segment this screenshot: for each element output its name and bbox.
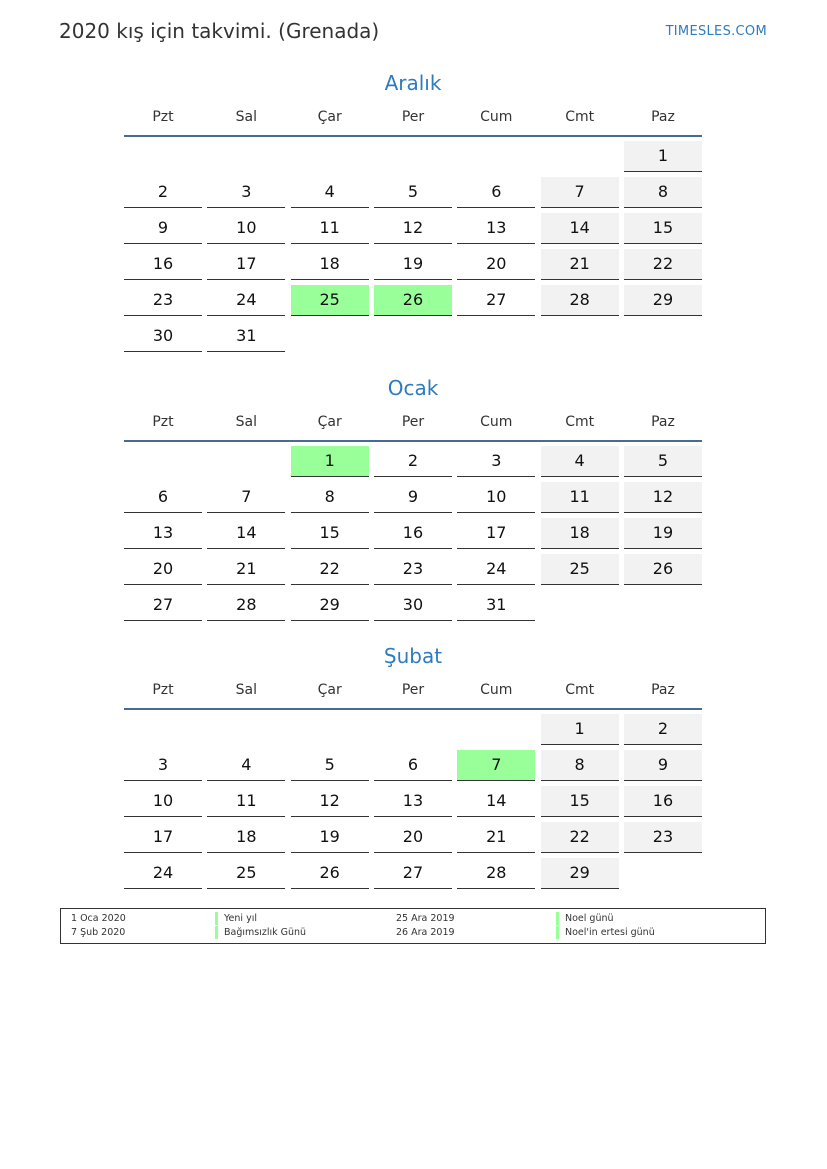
legend-row bbox=[61, 912, 765, 925]
day-cell: 10 bbox=[124, 786, 202, 817]
empty-cell bbox=[291, 141, 369, 172]
month-february bbox=[124, 643, 702, 889]
day-cell: 10 bbox=[457, 482, 535, 513]
day-cell: 20 bbox=[374, 822, 452, 853]
day-cell: 16 bbox=[624, 786, 702, 817]
day-cell: 30 bbox=[374, 590, 452, 621]
day-cell: 11 bbox=[207, 786, 285, 817]
weekday-label: Çar bbox=[317, 109, 342, 125]
day-cell: 19 bbox=[291, 822, 369, 853]
legend-date: 7 Şub 2020 bbox=[71, 927, 126, 938]
day-cell: 23 bbox=[124, 285, 202, 316]
weekday-label: Sal bbox=[235, 682, 257, 698]
weekday-label: Paz bbox=[651, 682, 675, 698]
month-december bbox=[124, 70, 702, 352]
day-cell: 3 bbox=[207, 177, 285, 208]
day-cell: 31 bbox=[457, 590, 535, 621]
weekday-header bbox=[124, 107, 702, 127]
day-cell: 19 bbox=[374, 249, 452, 280]
empty-cell bbox=[374, 714, 452, 745]
header-divider bbox=[124, 708, 702, 710]
day-cell: 29 bbox=[624, 285, 702, 316]
day-cell: 13 bbox=[374, 786, 452, 817]
day-cell: 14 bbox=[457, 786, 535, 817]
day-cell: 4 bbox=[541, 446, 619, 477]
day-cell: 28 bbox=[207, 590, 285, 621]
day-cell: 20 bbox=[124, 554, 202, 585]
day-cell: 14 bbox=[207, 518, 285, 549]
empty-cell bbox=[124, 714, 202, 745]
empty-cell bbox=[457, 714, 535, 745]
day-cell: 24 bbox=[124, 858, 202, 889]
header-divider bbox=[124, 135, 702, 137]
day-cell: 4 bbox=[207, 750, 285, 781]
day-cell: 17 bbox=[457, 518, 535, 549]
day-cell: 8 bbox=[624, 177, 702, 208]
page-title: 2020 kış için takvimi. (Grenada) bbox=[59, 19, 380, 43]
weekday-label: Paz bbox=[651, 109, 675, 125]
weekday-label: Pzt bbox=[152, 109, 174, 125]
day-cell: 6 bbox=[124, 482, 202, 513]
day-cell: 22 bbox=[541, 822, 619, 853]
day-cell: 27 bbox=[457, 285, 535, 316]
empty-cell bbox=[457, 141, 535, 172]
day-cell: 8 bbox=[291, 482, 369, 513]
holiday-day-cell: 7 bbox=[457, 750, 535, 781]
day-cell: 22 bbox=[624, 249, 702, 280]
holiday-day-cell: 1 bbox=[291, 446, 369, 477]
day-cell: 17 bbox=[207, 249, 285, 280]
legend-holiday-name: Noel'in ertesi günü bbox=[556, 926, 655, 939]
holiday-day-cell: 25 bbox=[291, 285, 369, 316]
day-cell: 5 bbox=[291, 750, 369, 781]
holiday-legend bbox=[60, 908, 766, 944]
day-cell: 13 bbox=[124, 518, 202, 549]
weekday-label: Per bbox=[401, 109, 425, 125]
day-cell: 11 bbox=[291, 213, 369, 244]
weekday-label: Pzt bbox=[152, 682, 174, 698]
day-cell: 2 bbox=[624, 714, 702, 745]
day-cell: 26 bbox=[624, 554, 702, 585]
holiday-day-cell: 26 bbox=[374, 285, 452, 316]
day-cell: 3 bbox=[124, 750, 202, 781]
day-cell: 30 bbox=[124, 321, 202, 352]
legend-holiday-name: Bağımsızlık Günü bbox=[215, 926, 306, 939]
day-cell: 22 bbox=[291, 554, 369, 585]
day-cell: 12 bbox=[374, 213, 452, 244]
header-divider bbox=[124, 440, 702, 442]
day-cell: 6 bbox=[457, 177, 535, 208]
day-cell: 8 bbox=[541, 750, 619, 781]
empty-cell bbox=[124, 446, 202, 477]
weekday-label: Çar bbox=[317, 682, 342, 698]
day-cell: 27 bbox=[124, 590, 202, 621]
legend-row bbox=[61, 926, 765, 939]
weekday-label: Per bbox=[401, 682, 425, 698]
day-cell: 12 bbox=[624, 482, 702, 513]
weekday-label: Paz bbox=[651, 414, 675, 430]
month-title: Şubat bbox=[383, 644, 443, 668]
month-title: Aralık bbox=[384, 71, 442, 95]
empty-cell bbox=[207, 714, 285, 745]
day-cell: 31 bbox=[207, 321, 285, 352]
day-cell: 17 bbox=[124, 822, 202, 853]
day-cell: 29 bbox=[291, 590, 369, 621]
day-cell: 26 bbox=[291, 858, 369, 889]
day-cell: 29 bbox=[541, 858, 619, 889]
day-cell: 1 bbox=[541, 714, 619, 745]
day-cell: 25 bbox=[207, 858, 285, 889]
day-cell: 27 bbox=[374, 858, 452, 889]
empty-cell bbox=[291, 714, 369, 745]
day-cell: 20 bbox=[457, 249, 535, 280]
day-cell: 2 bbox=[124, 177, 202, 208]
weekday-label: Cum bbox=[480, 414, 513, 430]
day-cell: 28 bbox=[457, 858, 535, 889]
day-cell: 5 bbox=[374, 177, 452, 208]
empty-cell bbox=[207, 446, 285, 477]
day-cell: 23 bbox=[374, 554, 452, 585]
empty-cell bbox=[374, 141, 452, 172]
weekday-label: Cum bbox=[480, 682, 513, 698]
legend-date: 26 Ara 2019 bbox=[396, 927, 455, 938]
day-cell: 24 bbox=[457, 554, 535, 585]
day-cell: 23 bbox=[624, 822, 702, 853]
legend-date: 25 Ara 2019 bbox=[396, 913, 455, 924]
day-cell: 12 bbox=[291, 786, 369, 817]
day-cell: 24 bbox=[207, 285, 285, 316]
day-cell: 21 bbox=[207, 554, 285, 585]
day-cell: 9 bbox=[124, 213, 202, 244]
day-grid bbox=[124, 714, 702, 889]
day-cell: 5 bbox=[624, 446, 702, 477]
day-cell: 19 bbox=[624, 518, 702, 549]
day-cell: 15 bbox=[541, 786, 619, 817]
day-cell: 7 bbox=[541, 177, 619, 208]
day-grid bbox=[124, 446, 702, 621]
day-cell: 2 bbox=[374, 446, 452, 477]
day-cell: 18 bbox=[207, 822, 285, 853]
legend-date: 1 Oca 2020 bbox=[71, 913, 126, 924]
weekday-header bbox=[124, 412, 702, 432]
day-cell: 10 bbox=[207, 213, 285, 244]
day-cell: 15 bbox=[624, 213, 702, 244]
day-cell: 16 bbox=[374, 518, 452, 549]
weekday-label: Sal bbox=[235, 109, 257, 125]
day-grid bbox=[124, 141, 702, 352]
empty-cell bbox=[541, 141, 619, 172]
weekday-label: Per bbox=[401, 414, 425, 430]
day-cell: 18 bbox=[541, 518, 619, 549]
day-cell: 9 bbox=[624, 750, 702, 781]
weekday-label: Cmt bbox=[565, 414, 595, 430]
day-cell: 16 bbox=[124, 249, 202, 280]
day-cell: 14 bbox=[541, 213, 619, 244]
legend-holiday-name: Noel günü bbox=[556, 912, 614, 925]
day-cell: 7 bbox=[207, 482, 285, 513]
day-cell: 3 bbox=[457, 446, 535, 477]
day-cell: 15 bbox=[291, 518, 369, 549]
day-cell: 18 bbox=[291, 249, 369, 280]
day-cell: 13 bbox=[457, 213, 535, 244]
month-title: Ocak bbox=[387, 376, 439, 400]
day-cell: 21 bbox=[457, 822, 535, 853]
day-cell: 28 bbox=[541, 285, 619, 316]
weekday-label: Cmt bbox=[565, 682, 595, 698]
weekday-label: Cum bbox=[480, 109, 513, 125]
month-january bbox=[124, 375, 702, 621]
weekday-label: Cmt bbox=[565, 109, 595, 125]
weekday-label: Pzt bbox=[152, 414, 174, 430]
weekday-label: Çar bbox=[317, 414, 342, 430]
legend-holiday-name: Yeni yıl bbox=[215, 912, 257, 925]
site-link[interactable]: TIMESLES.COM bbox=[665, 24, 767, 39]
day-cell: 4 bbox=[291, 177, 369, 208]
day-cell: 11 bbox=[541, 482, 619, 513]
day-cell: 9 bbox=[374, 482, 452, 513]
day-cell: 6 bbox=[374, 750, 452, 781]
day-cell: 1 bbox=[624, 141, 702, 172]
weekday-header bbox=[124, 680, 702, 700]
day-cell: 25 bbox=[541, 554, 619, 585]
empty-cell bbox=[124, 141, 202, 172]
empty-cell bbox=[207, 141, 285, 172]
day-cell: 21 bbox=[541, 249, 619, 280]
weekday-label: Sal bbox=[235, 414, 257, 430]
